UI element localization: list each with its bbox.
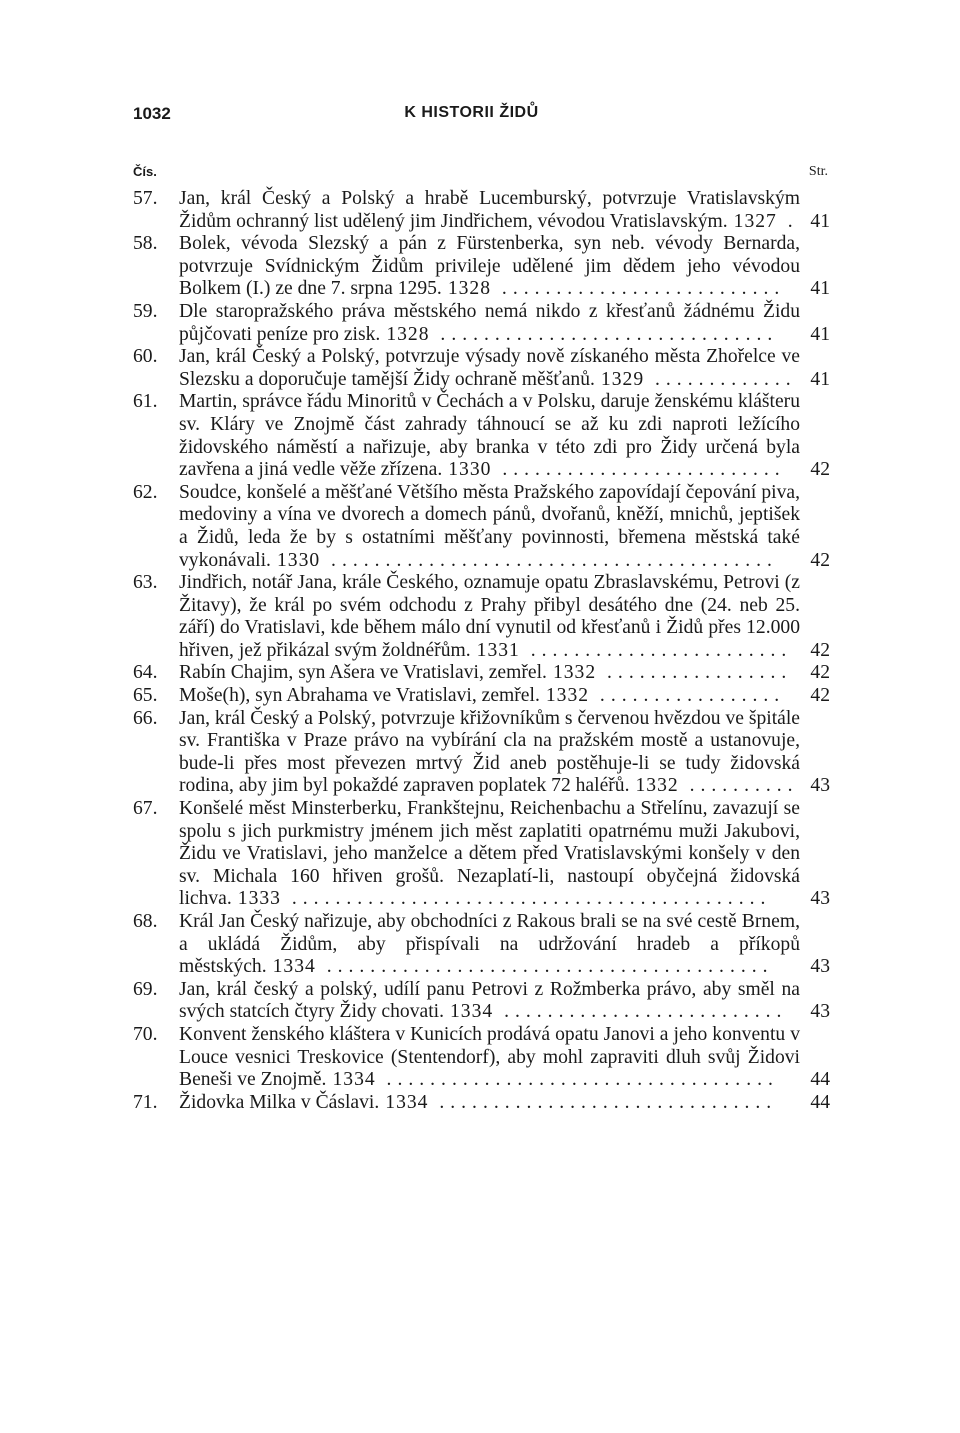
entry-text: Jan, král Český a Polský, potvrzuje výsady nově získaného města Zhořelce ve Slezsku a doporučuje tamější Židy ochraně měšťanů. xyxy=(179,346,800,390)
entry-number: 60. xyxy=(133,346,158,368)
list-item xyxy=(133,301,830,346)
leader-dots: ............................... xyxy=(428,1091,778,1113)
entry-year: 1332 xyxy=(545,685,590,707)
entry-number: 67. xyxy=(133,798,158,820)
entry-page-number: 41 xyxy=(810,210,830,232)
entry-number: 65. xyxy=(133,685,158,707)
entry-page-number: 44 xyxy=(810,1091,830,1113)
entry-number: 70. xyxy=(133,1023,158,1045)
entry-year: 1328 xyxy=(447,278,492,300)
entry-page-number: 43 xyxy=(810,775,830,797)
entry-year: 1329 xyxy=(600,368,645,390)
leader-dots: . xyxy=(776,210,799,232)
leader-dots: .......................... xyxy=(493,1001,788,1023)
entry-text: Jan, král český a polský, udílí panu Petrovi z Rožmberka právo, aby směl na svých statcích čtyry Židy chovati. xyxy=(179,978,800,1023)
entry-number-column-heading: Čís. xyxy=(133,164,157,179)
entry-number: 61. xyxy=(133,391,158,413)
entry-page-number: 43 xyxy=(810,888,830,910)
list-item xyxy=(133,572,830,662)
list-item xyxy=(133,188,830,233)
leader-dots: .......................... xyxy=(491,278,786,300)
entry-number: 64. xyxy=(133,662,158,684)
entry-number: 71. xyxy=(133,1091,158,1113)
list-item xyxy=(133,482,830,572)
entry-year: 1334 xyxy=(450,1001,494,1023)
entry-text: Moše(h), syn Abrahama ve Vratislavi, zemřel. xyxy=(179,685,540,707)
entry-text: Dle staropražského práva městského nemá nikdo z křesťanů žádnému Židu půjčovati peníze pro zisk. xyxy=(179,300,800,345)
entry-year: 1331 xyxy=(476,639,520,661)
entry-page-number: 43 xyxy=(810,1001,830,1023)
leader-dots: ......................................... xyxy=(315,956,774,978)
entry-page-number: 42 xyxy=(810,459,830,481)
entry-text: Soudce, konšelé a měšťané Většího města Pražského zapovídají čepování piva, medoviny a vína ve dvorech a domech pánů, dvořanů, kněží, mnichů, jeptišek a Židů, leda že by s ostatními měšťany povinnosti, břemena městská také vykonávali. xyxy=(179,481,800,571)
entry-text: Jan, král Český a Polský, potvrzuje křižovníkům s červenou hvězdou ve špitále sv. Františka v Praze právo na vybírání cla na pražském mostě a ustanovuje, bude-li přes most převezen mrtvý Žid aneb postěhuje-li se tudy židovská rodina, aby jim byl pokaždé zapraven poplatek 72 haléřů. xyxy=(179,707,800,797)
entry-text: Konvent ženského kláštera v Kunicích prodává opatu Janovi a jeho konventu v Louce vesnici Treskovice (Stentendorf), aby mohl zapraviti dluh svůj Židovi Beneši ve Znojmě. xyxy=(179,1023,800,1091)
entry-page-number: 42 xyxy=(810,662,830,684)
list-item xyxy=(133,346,830,391)
list-item xyxy=(133,1024,830,1092)
entry-year: 1328 xyxy=(386,323,430,345)
list-item xyxy=(133,911,830,979)
entry-number: 66. xyxy=(133,707,158,729)
entry-page-number: 41 xyxy=(810,323,830,345)
leader-dots: .......................... xyxy=(491,459,786,481)
leader-dots: .......... xyxy=(678,775,799,797)
entry-text: Jindřich, notář Jana, krále Českého, oznamuje opatu Zbraslavskému, Petrovi (z Žitavy), že král po svém odchodu z Prahy přibyl desátého dne (24. neb 25. září) do Vratislavi, kde během málo dní vynutil od křesťanů i Židů přes 12.000 hřiven, jež přikázal svým žoldnéřům. xyxy=(179,572,800,661)
page-number: 1032 xyxy=(133,104,171,123)
entry-page-number: 42 xyxy=(810,639,830,661)
list-item xyxy=(133,708,830,798)
leader-dots: ......................................... xyxy=(320,549,778,571)
entry-number: 62. xyxy=(133,481,158,503)
entry-number: 57. xyxy=(133,188,158,209)
column-headings xyxy=(133,164,828,184)
leader-dots: ............................... xyxy=(429,323,779,345)
entry-page-number: 42 xyxy=(810,549,830,571)
page-header xyxy=(133,104,810,134)
entry-year: 1330 xyxy=(276,549,321,571)
entry-year: 1334 xyxy=(332,1069,376,1091)
list-item xyxy=(133,685,830,708)
list-item xyxy=(133,1092,830,1115)
entry-year: 1334 xyxy=(272,956,316,978)
entry-page-number: 44 xyxy=(810,1069,830,1091)
entry-page-number: 41 xyxy=(810,278,830,300)
list-item xyxy=(133,979,830,1024)
entry-text: Rabín Chajim, syn Ašera ve Vratislavi, zemřel. xyxy=(179,662,547,684)
leader-dots: ............................................ xyxy=(280,888,772,910)
entry-year: 1332 xyxy=(552,662,597,684)
entry-year: 1327 xyxy=(733,210,777,232)
entry-number: 59. xyxy=(133,300,158,322)
entry-text: Židovka Milka v Čáslavi. xyxy=(179,1091,380,1113)
leader-dots: ............. xyxy=(644,368,797,390)
table-of-contents xyxy=(133,188,830,1114)
entry-year: 1332 xyxy=(635,775,679,797)
entry-page-number: 42 xyxy=(810,685,830,707)
list-item xyxy=(133,233,830,301)
list-item xyxy=(133,391,830,481)
entry-year: 1334 xyxy=(385,1091,429,1113)
leader-dots: ................. xyxy=(589,685,786,707)
entry-text: Martin, správce řádu Minoritů v Čechách a v Polsku, daruje ženskému klášteru sv. Kláry ve Znojmě část zahrady táhnoucí se až ku zdi naproti ležícího židovského náměstí a nařizuje, aby branka v této zdi pro Židy určená byla zavřena a jiná vedle věže zřízena. xyxy=(179,391,800,481)
entry-page-number: 43 xyxy=(810,956,830,978)
running-head: K HISTORII ŽIDŮ xyxy=(404,104,539,121)
entry-text: Bolek, vévoda Slezský a pán z Fürstenberka, syn neb. vévody Bernarda, potvrzuje Svídnickým Židům privileje udělené jim dědem jeho vévodou Bolkem (I.) ze dne 7. srpna 1295. xyxy=(179,233,800,300)
entry-number: 68. xyxy=(133,911,158,932)
leader-dots: ................. xyxy=(596,662,793,684)
entry-text: Konšelé měst Minsterberku, Frankštejnu, Reichenbachu a Střelínu, zavazují se spolu s jich purkmistry jménem jich měst zaplatiti opatrnému muži Jakubovi, Židu ve Vratislavi, jeho manželce a dětem před Vratislavskými konšely v den sv. Michala 160 hřiven grošů. Nezaplatí-li, nastoupí obyčejná židovská lichva. xyxy=(179,798,800,910)
page-column-heading: Str. xyxy=(808,164,828,179)
entry-text: Král Jan Český nařizuje, aby obchodníci z Rakous brali se na své cestě Brnem, a ukládá Židům, aby přispívali na udržování hradeb a příkopů městských. xyxy=(179,911,800,978)
entry-year: 1330 xyxy=(448,459,492,481)
entry-number: 63. xyxy=(133,572,158,594)
entry-text: Jan, král Český a Polský a hrabě Lucemburský, potvrzuje Vratislavským Židům ochranný list udělený jim Jindřichem, vévodou Vratislavským. xyxy=(179,188,800,232)
leader-dots: ........................ xyxy=(519,639,793,661)
leader-dots: .................................... xyxy=(375,1069,779,1091)
entry-number: 69. xyxy=(133,978,158,1000)
list-item xyxy=(133,798,830,911)
entry-page-number: 41 xyxy=(810,368,830,390)
entry-year: 1333 xyxy=(237,888,281,910)
entry-number: 58. xyxy=(133,233,158,255)
list-item xyxy=(133,662,830,685)
